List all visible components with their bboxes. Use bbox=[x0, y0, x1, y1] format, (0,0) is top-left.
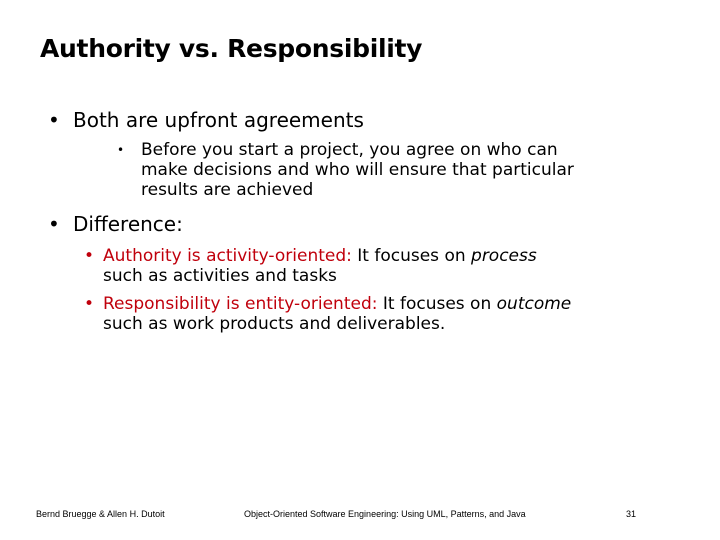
sub-bullet-line: results are achieved bbox=[141, 180, 314, 200]
sub-bullet-text: It focuses on bbox=[377, 294, 497, 314]
bullet-text: Both are upfront agreements bbox=[73, 108, 364, 132]
sub-bullet-line: such as activities and tasks bbox=[103, 266, 337, 286]
sub-bullet-responsibility bbox=[84, 294, 571, 334]
authority-definition: Authority is activity-oriented: bbox=[103, 246, 352, 266]
footer-authors: Bernd Bruegge & Allen H. Dutoit bbox=[36, 509, 165, 519]
emphasis-process: process bbox=[471, 246, 537, 266]
sub-bullet-authority bbox=[84, 246, 537, 286]
sub-bullet-line: such as work products and deliverables. bbox=[103, 314, 446, 334]
bullet-glyph: • bbox=[48, 108, 60, 132]
bullet-glyph: • bbox=[117, 143, 125, 157]
emphasis-outcome: outcome bbox=[496, 294, 572, 314]
slide-title: Authority vs. Responsibility bbox=[40, 34, 423, 63]
bullet-glyph: • bbox=[84, 246, 95, 266]
sub-bullet-text: It focuses on bbox=[351, 246, 472, 266]
bullet-glyph: • bbox=[84, 294, 95, 314]
footer-page-number: 31 bbox=[626, 509, 637, 519]
bullet-glyph: • bbox=[48, 212, 60, 236]
bullet-text: Difference: bbox=[73, 212, 183, 236]
sub-bullet-line: make decisions and who will ensure that particular bbox=[141, 160, 574, 180]
footer-book-title: Object-Oriented Software Engineering: Using UML, Patterns, and Java bbox=[244, 509, 526, 519]
sub-bullet-agreement bbox=[117, 140, 574, 200]
responsibility-definition: Responsibility is entity-oriented: bbox=[103, 294, 378, 314]
sub-bullet-line: Before you start a project, you agree on who can bbox=[141, 140, 558, 160]
